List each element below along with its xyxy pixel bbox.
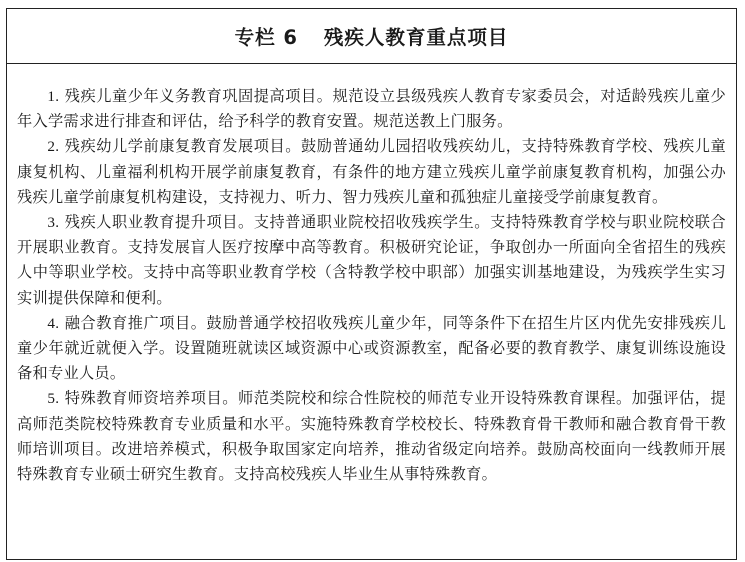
project-heading: 特殊教育师资培养项目。 [64, 389, 239, 408]
project-number: 4. [47, 314, 60, 332]
column-heading: 残疾人教育重点项目 [323, 26, 509, 49]
project-body: 鼓励普通学校招收残疾儿童少年，同等条件下在招生片区内优先安排残疾儿童少年就近就便入学。设置随班就读区域资源中心或资源教室，配备必要的教育教学、康复训练设施设备和专业人员。 [17, 313, 726, 383]
project-item [17, 134, 726, 210]
project-body: 规范设立县级残疾人教育专家委员会，对适龄残疾儿童少年入学需求进行排查和评估，给予科学的教育安置。规范送教上门服务。 [17, 87, 726, 131]
project-number: 1. [47, 88, 60, 105]
project-item [17, 210, 726, 311]
project-heading: 融合教育推广项目。 [64, 313, 207, 332]
column-label: 专栏 6 [234, 26, 298, 49]
project-number: 3. [47, 214, 60, 232]
project-item [17, 84, 726, 134]
project-number: 5. [47, 390, 60, 408]
project-body: 鼓励普通幼儿园招收残疾幼儿，支持特殊教育学校、残疾儿童康复机构、儿童福利机构开展学前康复教育，有条件的地方建立残疾儿童学前康复教育机构，加强公办残疾儿童学前康复机构建设，支持视力、听力、智力残疾儿童和孤独症儿童接受学前康复教育。 [17, 137, 726, 206]
project-number: 2. [47, 138, 60, 156]
project-body: 支持普通职业院校招收残疾学生。支持特殊教育学校与职业院校联合开展职业教育。支持发展盲人医疗按摩中高等教育。积极研究论证，争取创办一所面向全省招生的残疾人中等职业学校。支持中高等职业教育学校（含特教学校中职部）加强实训基地建设，为残疾学生实习实训提供保障和便利。 [17, 213, 726, 307]
project-item [17, 386, 726, 487]
column-title [7, 9, 736, 64]
project-heading: 残疾人职业教育提升项目。 [64, 213, 254, 232]
project-heading: 残疾儿童少年义务教育巩固提高项目。 [64, 87, 333, 105]
project-item [17, 311, 726, 387]
project-body: 师范类院校和综合性院校的师范专业开设特殊教育课程。加强评估，提高师范类院校特殊教育专业质量和水平。实施特殊教育学校校长、特殊教育骨干教师和融合教育骨干教师培训项目。改进培养模式，积极争取国家定向培养，推动省级定向培养。鼓励高校面向一线教师开展特殊教育专业硕士研究生教育。支持高校残疾人毕业生从事特殊教育。 [17, 389, 726, 484]
column-box [6, 8, 737, 560]
column-content [7, 64, 736, 487]
project-heading: 残疾幼儿学前康复教育发展项目。 [64, 137, 302, 156]
